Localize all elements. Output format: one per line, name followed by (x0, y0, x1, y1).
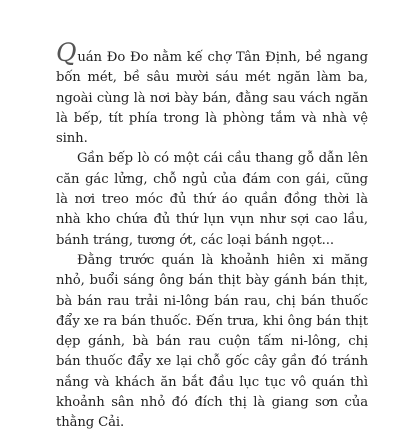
paragraph-1 (56, 38, 368, 149)
paragraph-1-text: uán Đo Đo nằm kế chợ Tân Định, bề ngang bốn mét, bề sâu mười sáu mét ngăn làm ba, ngoài cùng là nơi bày bán, đằng sau vách ngăn là bếp, tít phía trong là phòng tắm và nhà vệ sinh. (56, 50, 368, 147)
paragraph-2: Gần bếp lò có một cái cầu thang gỗ dẫn lên căn gác lửng, chỗ ngủ của đám con gái, cũng là nơi treo móc đủ thứ áo quần đồng thời là nhà kho chứa đủ thứ lụn vụn như sợi cao lầu, bánh tráng, tương ớt, các loại bánh ngọt... (56, 151, 368, 248)
drop-cap: Q (56, 38, 77, 67)
paragraph-3: Đằng trước quán là khoảnh hiên xi măng nhỏ, buổi sáng ông bán thịt bày gánh bán thịt, bà bán rau trải ni-lông bán rau, chị bán thuốc đẩy xe ra bán thuốc. Đến trưa, khi ông bán thịt dẹp gánh, bà bán rau cuộn tấm ni-lông, chị bán thuốc đẩy xe lại chỗ gốc cây gần đó tránh nắng và khách ăn bắt đầu lục tục vô quán thì khoảnh sân nhỏ đó đích thị là giang sơn của thằng Cải. (56, 252, 368, 431)
